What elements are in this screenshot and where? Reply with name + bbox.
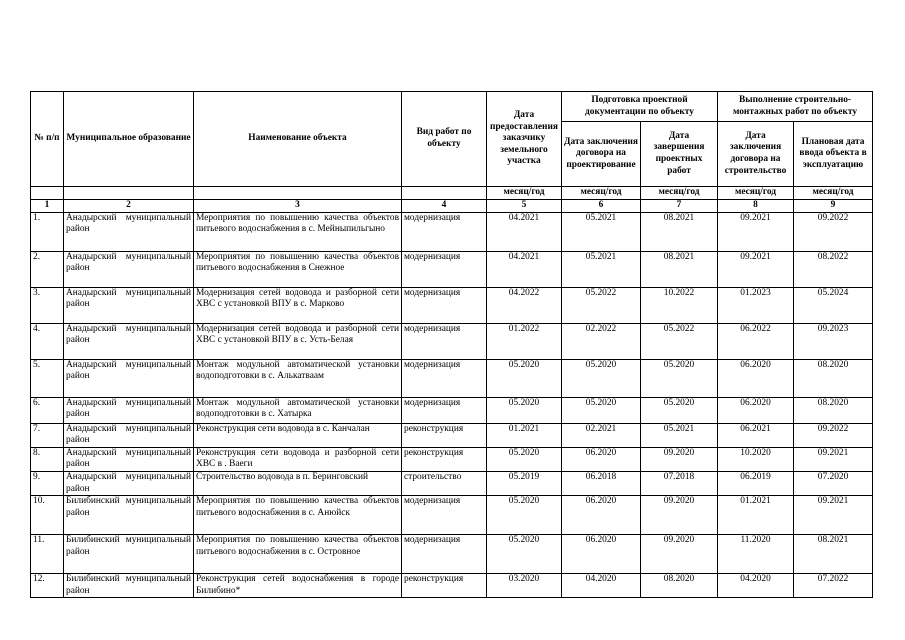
row-land-date: 05.2020 bbox=[487, 447, 562, 471]
row-design-contract-date: 05.2020 bbox=[562, 359, 641, 397]
row-design-contract-date: 02.2021 bbox=[562, 423, 641, 447]
header-land-date: Дата предоставления заказчику земельного участка bbox=[487, 92, 562, 187]
row-commission-date: 09.2022 bbox=[794, 423, 873, 447]
row-number: 11. bbox=[31, 535, 64, 574]
row-build-contract-date: 10.2020 bbox=[718, 447, 794, 471]
table-row bbox=[31, 287, 873, 323]
row-commission-date: 08.2020 bbox=[794, 359, 873, 397]
table-row bbox=[31, 397, 873, 423]
unit-cell-empty bbox=[31, 187, 64, 200]
row-commission-date: 05.2024 bbox=[794, 287, 873, 323]
row-design-contract-date: 06.2020 bbox=[562, 535, 641, 574]
row-land-date: 03.2020 bbox=[487, 574, 562, 598]
row-design-end-date: 08.2021 bbox=[641, 212, 718, 251]
row-object-name: Мероприятия по повышению качества объектов питьевого водоснабжения в с. Мейныпильгыно bbox=[194, 212, 402, 251]
table-row bbox=[31, 251, 873, 287]
row-design-contract-date: 06.2020 bbox=[562, 496, 641, 535]
row-work-type: модернизация bbox=[402, 212, 487, 251]
row-municipality: Анадырский муниципальный район bbox=[64, 359, 194, 397]
table-row bbox=[31, 323, 873, 359]
row-commission-date: 08.2022 bbox=[794, 251, 873, 287]
row-commission-date: 09.2021 bbox=[794, 496, 873, 535]
row-municipality: Анадырский муниципальный район bbox=[64, 287, 194, 323]
row-design-contract-date: 05.2022 bbox=[562, 287, 641, 323]
table-row bbox=[31, 359, 873, 397]
row-number: 3. bbox=[31, 287, 64, 323]
row-municipality: Билибинский муниципальный район bbox=[64, 574, 194, 598]
row-work-type: модернизация bbox=[402, 323, 487, 359]
row-work-type: реконструкция bbox=[402, 447, 487, 471]
row-work-type: модернизация bbox=[402, 359, 487, 397]
row-land-date: 05.2020 bbox=[487, 496, 562, 535]
row-build-contract-date: 04.2020 bbox=[718, 574, 794, 598]
row-object-name: Реконструкция сети водовода в с. Канчалан bbox=[194, 423, 402, 447]
table-row bbox=[31, 212, 873, 251]
column-number: 8 bbox=[718, 200, 794, 213]
row-number: 5. bbox=[31, 359, 64, 397]
table-row bbox=[31, 423, 873, 447]
row-commission-date: 08.2021 bbox=[794, 535, 873, 574]
row-number: 4. bbox=[31, 323, 64, 359]
row-municipality: Анадырский муниципальный район bbox=[64, 447, 194, 471]
row-object-name: Монтаж модульной автоматической установки водоподготовки в с. Алькатваам bbox=[194, 359, 402, 397]
row-work-type: строительство bbox=[402, 471, 487, 495]
row-object-name: Мероприятия по повышению качества объектов питьевого водоснабжения в Снежное bbox=[194, 251, 402, 287]
row-commission-date: 07.2020 bbox=[794, 471, 873, 495]
column-number: 3 bbox=[194, 200, 402, 213]
schedule-table bbox=[30, 91, 873, 598]
row-build-contract-date: 06.2020 bbox=[718, 397, 794, 423]
row-municipality: Билибинский муниципальный район bbox=[64, 535, 194, 574]
row-municipality: Анадырский муниципальный район bbox=[64, 323, 194, 359]
row-object-name: Реконструкция сетей водоснабжения в городе Билибино* bbox=[194, 574, 402, 598]
unit-cell-empty bbox=[194, 187, 402, 200]
header-work-type: Вид работ по объекту bbox=[402, 92, 487, 187]
column-number: 2 bbox=[64, 200, 194, 213]
row-number: 10. bbox=[31, 496, 64, 535]
row-design-contract-date: 06.2020 bbox=[562, 447, 641, 471]
row-land-date: 04.2021 bbox=[487, 212, 562, 251]
row-commission-date: 09.2021 bbox=[794, 447, 873, 471]
header-object: Наименование объекта bbox=[194, 92, 402, 187]
row-number: 9. bbox=[31, 471, 64, 495]
table-row bbox=[31, 496, 873, 535]
row-build-contract-date: 06.2020 bbox=[718, 359, 794, 397]
column-number: 7 bbox=[641, 200, 718, 213]
row-design-end-date: 05.2021 bbox=[641, 423, 718, 447]
row-municipality: Анадырский муниципальный район bbox=[64, 471, 194, 495]
column-number: 5 bbox=[487, 200, 562, 213]
row-work-type: модернизация bbox=[402, 287, 487, 323]
row-object-name: Строительство водовода в п. Беринговский bbox=[194, 471, 402, 495]
row-land-date: 04.2021 bbox=[487, 251, 562, 287]
row-land-date: 01.2021 bbox=[487, 423, 562, 447]
row-build-contract-date: 06.2021 bbox=[718, 423, 794, 447]
row-object-name: Модернизация сетей водовода и разборной сети ХВС с установкой ВПУ в с. Марково bbox=[194, 287, 402, 323]
row-object-name: Мероприятия по повышению качества объектов питьевого водоснабжения в с. Островное bbox=[194, 535, 402, 574]
row-municipality: Билибинский муниципальный район bbox=[64, 496, 194, 535]
row-object-name: Монтаж модульной автоматической установки водоподготовки в с. Хатырка bbox=[194, 397, 402, 423]
row-commission-date: 09.2022 bbox=[794, 212, 873, 251]
row-build-contract-date: 06.2019 bbox=[718, 471, 794, 495]
row-object-name: Модернизация сетей водовода и разборной сети ХВС с установкой ВПУ в с. Усть-Белая bbox=[194, 323, 402, 359]
row-work-type: модернизация bbox=[402, 496, 487, 535]
row-land-date: 01.2022 bbox=[487, 323, 562, 359]
unit-label: месяц/год bbox=[718, 187, 794, 200]
table-row bbox=[31, 574, 873, 598]
row-number: 2. bbox=[31, 251, 64, 287]
row-design-end-date: 09.2020 bbox=[641, 496, 718, 535]
unit-label: месяц/год bbox=[487, 187, 562, 200]
row-build-contract-date: 06.2022 bbox=[718, 323, 794, 359]
row-design-end-date: 05.2020 bbox=[641, 359, 718, 397]
row-land-date: 05.2020 bbox=[487, 397, 562, 423]
row-design-contract-date: 02.2022 bbox=[562, 323, 641, 359]
row-build-contract-date: 09.2021 bbox=[718, 212, 794, 251]
row-design-contract-date: 05.2021 bbox=[562, 251, 641, 287]
row-design-end-date: 05.2022 bbox=[641, 323, 718, 359]
column-number: 9 bbox=[794, 200, 873, 213]
unit-label: месяц/год bbox=[562, 187, 641, 200]
header-build-contract: Дата заключения договора на строительство bbox=[718, 122, 794, 187]
row-municipality: Анадырский муниципальный район bbox=[64, 397, 194, 423]
row-build-contract-date: 01.2023 bbox=[718, 287, 794, 323]
row-work-type: реконструкция bbox=[402, 574, 487, 598]
row-number: 7. bbox=[31, 423, 64, 447]
unit-cell-empty bbox=[402, 187, 487, 200]
row-commission-date: 09.2023 bbox=[794, 323, 873, 359]
row-number: 6. bbox=[31, 397, 64, 423]
row-land-date: 05.2019 bbox=[487, 471, 562, 495]
header-group-design: Подготовка проектной документации по объекту bbox=[562, 92, 718, 122]
row-design-end-date: 07.2018 bbox=[641, 471, 718, 495]
row-design-end-date: 08.2020 bbox=[641, 574, 718, 598]
row-design-end-date: 05.2020 bbox=[641, 397, 718, 423]
row-land-date: 05.2020 bbox=[487, 359, 562, 397]
header-group-construction: Выполнение строительно-монтажных работ по объекту bbox=[718, 92, 873, 122]
header-municipality: Муниципальное образование bbox=[64, 92, 194, 187]
row-object-name: Мероприятия по повышению качества объектов питьевого водоснабжения в с. Анюйск bbox=[194, 496, 402, 535]
unit-label: месяц/год bbox=[794, 187, 873, 200]
row-land-date: 04.2022 bbox=[487, 287, 562, 323]
column-number: 1 bbox=[31, 200, 64, 213]
unit-cell-empty bbox=[64, 187, 194, 200]
row-municipality: Анадырский муниципальный район bbox=[64, 212, 194, 251]
column-number: 6 bbox=[562, 200, 641, 213]
row-design-end-date: 09.2020 bbox=[641, 535, 718, 574]
row-land-date: 05.2020 bbox=[487, 535, 562, 574]
row-work-type: модернизация bbox=[402, 397, 487, 423]
table-row bbox=[31, 535, 873, 574]
unit-label: месяц/год bbox=[641, 187, 718, 200]
row-design-end-date: 10.2022 bbox=[641, 287, 718, 323]
row-number: 1. bbox=[31, 212, 64, 251]
row-municipality: Анадырский муниципальный район bbox=[64, 251, 194, 287]
row-number: 8. bbox=[31, 447, 64, 471]
row-object-name: Реконструкция сети водовода и разборной сети ХВС в . Ваеги bbox=[194, 447, 402, 471]
header-design-contract: Дата заключения договора на проектирование bbox=[562, 122, 641, 187]
row-design-end-date: 08.2021 bbox=[641, 251, 718, 287]
row-work-type: модернизация bbox=[402, 535, 487, 574]
row-work-type: модернизация bbox=[402, 251, 487, 287]
row-build-contract-date: 01.2021 bbox=[718, 496, 794, 535]
column-number: 4 bbox=[402, 200, 487, 213]
row-design-contract-date: 06.2018 bbox=[562, 471, 641, 495]
row-work-type: реконструкция bbox=[402, 423, 487, 447]
header-design-end: Дата завершения проектных работ bbox=[641, 122, 718, 187]
table-row bbox=[31, 471, 873, 495]
header-no: № п/п bbox=[31, 92, 64, 187]
row-build-contract-date: 09.2021 bbox=[718, 251, 794, 287]
header-commission-date: Плановая дата ввода объекта в эксплуатацию bbox=[794, 122, 873, 187]
row-design-end-date: 09.2020 bbox=[641, 447, 718, 471]
row-build-contract-date: 11.2020 bbox=[718, 535, 794, 574]
row-commission-date: 07.2022 bbox=[794, 574, 873, 598]
row-design-contract-date: 05.2021 bbox=[562, 212, 641, 251]
row-commission-date: 08.2020 bbox=[794, 397, 873, 423]
row-design-contract-date: 04.2020 bbox=[562, 574, 641, 598]
row-number: 12. bbox=[31, 574, 64, 598]
row-design-contract-date: 05.2020 bbox=[562, 397, 641, 423]
table-row bbox=[31, 447, 873, 471]
table-body bbox=[31, 212, 873, 598]
row-municipality: Анадырский муниципальный район bbox=[64, 423, 194, 447]
